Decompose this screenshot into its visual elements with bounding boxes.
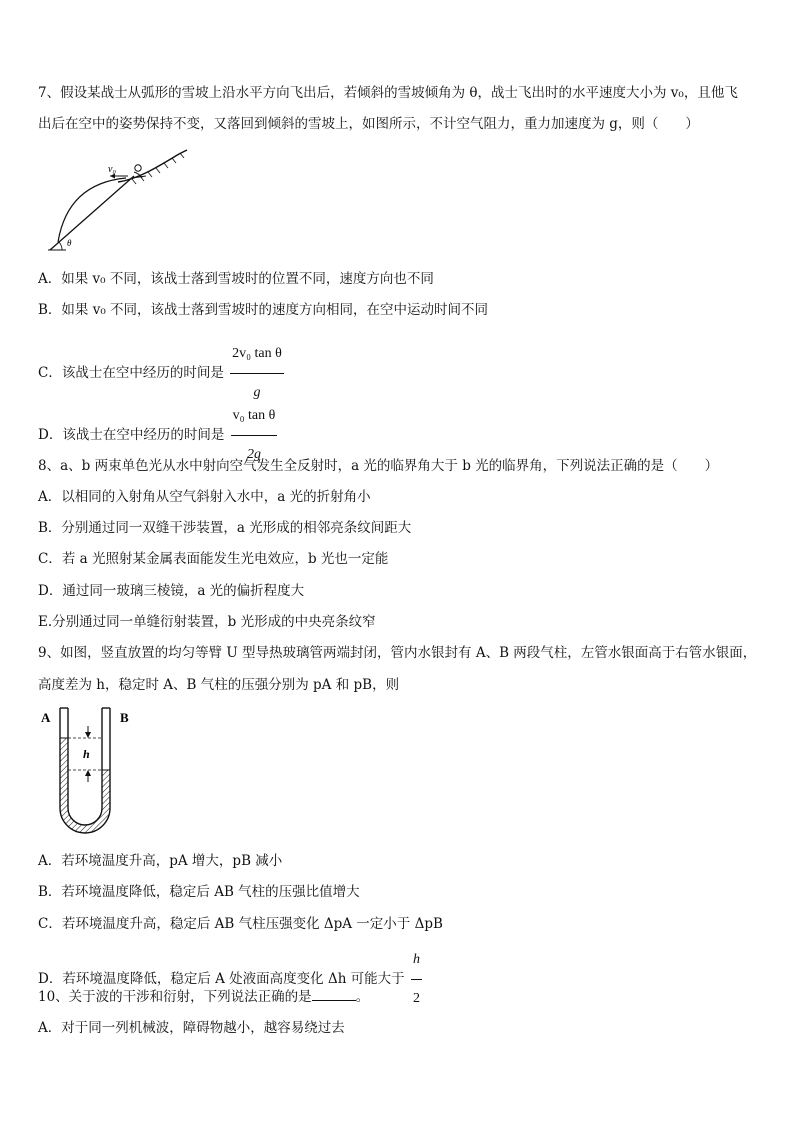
q7-option-c-text: C．该战士在空中经历的时间是 bbox=[38, 365, 224, 381]
q9-fig-a-label: A bbox=[41, 710, 51, 725]
q7-stem-line1: 7、假设某战士从弧形的雪坡上沿水平方向飞出后，若倾斜的雪坡倾角为 θ，战士飞出时的水平速度大小为 v₀，且他飞 bbox=[38, 85, 738, 101]
q9-stem-line2: 高度差为 h，稳定时 A、B 气柱的压强分别为 pA 和 pB，则 bbox=[38, 677, 400, 693]
q9-option-d-text: D．若环境温度降低，稳定后 A 处液面高度变化 Δh 可能大于 bbox=[38, 971, 405, 987]
q7-option-c-denominator: g bbox=[253, 385, 261, 400]
q7-fig-theta-label: θ bbox=[67, 238, 72, 248]
q10-stem-end: 。 bbox=[355, 989, 370, 1005]
q9-option-a: A．若环境温度升高，pA 增大，pB 减小 bbox=[38, 853, 283, 869]
q9-fig-h-label: h bbox=[83, 747, 90, 761]
q8-option-a: A．以相同的入射角从空气斜射入水中，a 光的折射角小 bbox=[38, 489, 371, 505]
q7-stem-line2: 出后在空中的姿势保持不变，又落回到倾斜的雪坡上，如图所示，不计空气阻力，重力加速度为 g，则（ ） bbox=[38, 116, 699, 132]
q9-option-b: B．若环境温度降低，稳定后 AB 气柱的压强比值增大 bbox=[38, 884, 360, 900]
q9-fig-b-label: B bbox=[120, 710, 129, 725]
q10-option-a: A．对于同一列机械波，障碍物越小，越容易绕过去 bbox=[38, 1020, 345, 1036]
q9-option-d-denominator: 2 bbox=[412, 991, 420, 1006]
q8-option-c: C．若 a 光照射某金属表面能发生光电效应，b 光也一定能 bbox=[38, 551, 389, 567]
q10-answer-blank[interactable] bbox=[312, 988, 356, 1001]
q8-option-b: B．分别通过同一双缝干涉装置，a 光形成的相邻亮条纹间距大 bbox=[38, 520, 412, 536]
q9-option-d-fraction bbox=[411, 942, 422, 1017]
q7-option-a: A．如果 v₀ 不同，该战士落到雪坡时的位置不同，速度方向也不同 bbox=[38, 271, 434, 287]
q7-option-d-text: D．该战士在空中经历的时间是 bbox=[38, 427, 225, 443]
q7-option-d-numerator: v₀ tan θ bbox=[231, 398, 278, 436]
q9-option-d-numerator: h bbox=[411, 942, 422, 980]
q7-option-d-denominator: 2g bbox=[246, 447, 261, 462]
q8-stem: 8、a、b 两束单色光从水中射向空气发生全反射时，a 光的临界角大于 b 光的临界角，下列说法正确的是（ ） bbox=[38, 458, 719, 474]
q7-ski-slope-figure bbox=[44, 146, 204, 254]
q9-stem-line1: 9、如图，竖直放置的均匀等臂 U 型导热玻璃管两端封闭，管内水银封有 A、B 两段气柱，左管水银面高于右管水银面， bbox=[38, 645, 757, 661]
q7-option-b: B．如果 v₀ 不同，该战士落到雪坡时的速度方向相同，在空中运动时间不同 bbox=[38, 302, 489, 318]
q7-fig-v0-label: v₀ bbox=[108, 164, 116, 175]
q8-option-e: E.分别通过同一单缝衍射装置，b 光形成的中央亮条纹窄 bbox=[38, 614, 376, 630]
q10-stem bbox=[38, 988, 369, 1006]
q7-option-c-numerator: 2v₀ tan θ bbox=[230, 336, 284, 374]
q9-option-c: C．若环境温度升高，稳定后 AB 气柱压强变化 ΔpA 一定小于 ΔpB bbox=[38, 916, 443, 932]
q9-u-tube-figure bbox=[38, 704, 148, 846]
q10-stem-text: 10、关于波的干涉和衍射，下列说法正确的是 bbox=[38, 989, 312, 1005]
q8-option-d: D．通过同一玻璃三棱镜，a 光的偏折程度大 bbox=[38, 583, 305, 599]
